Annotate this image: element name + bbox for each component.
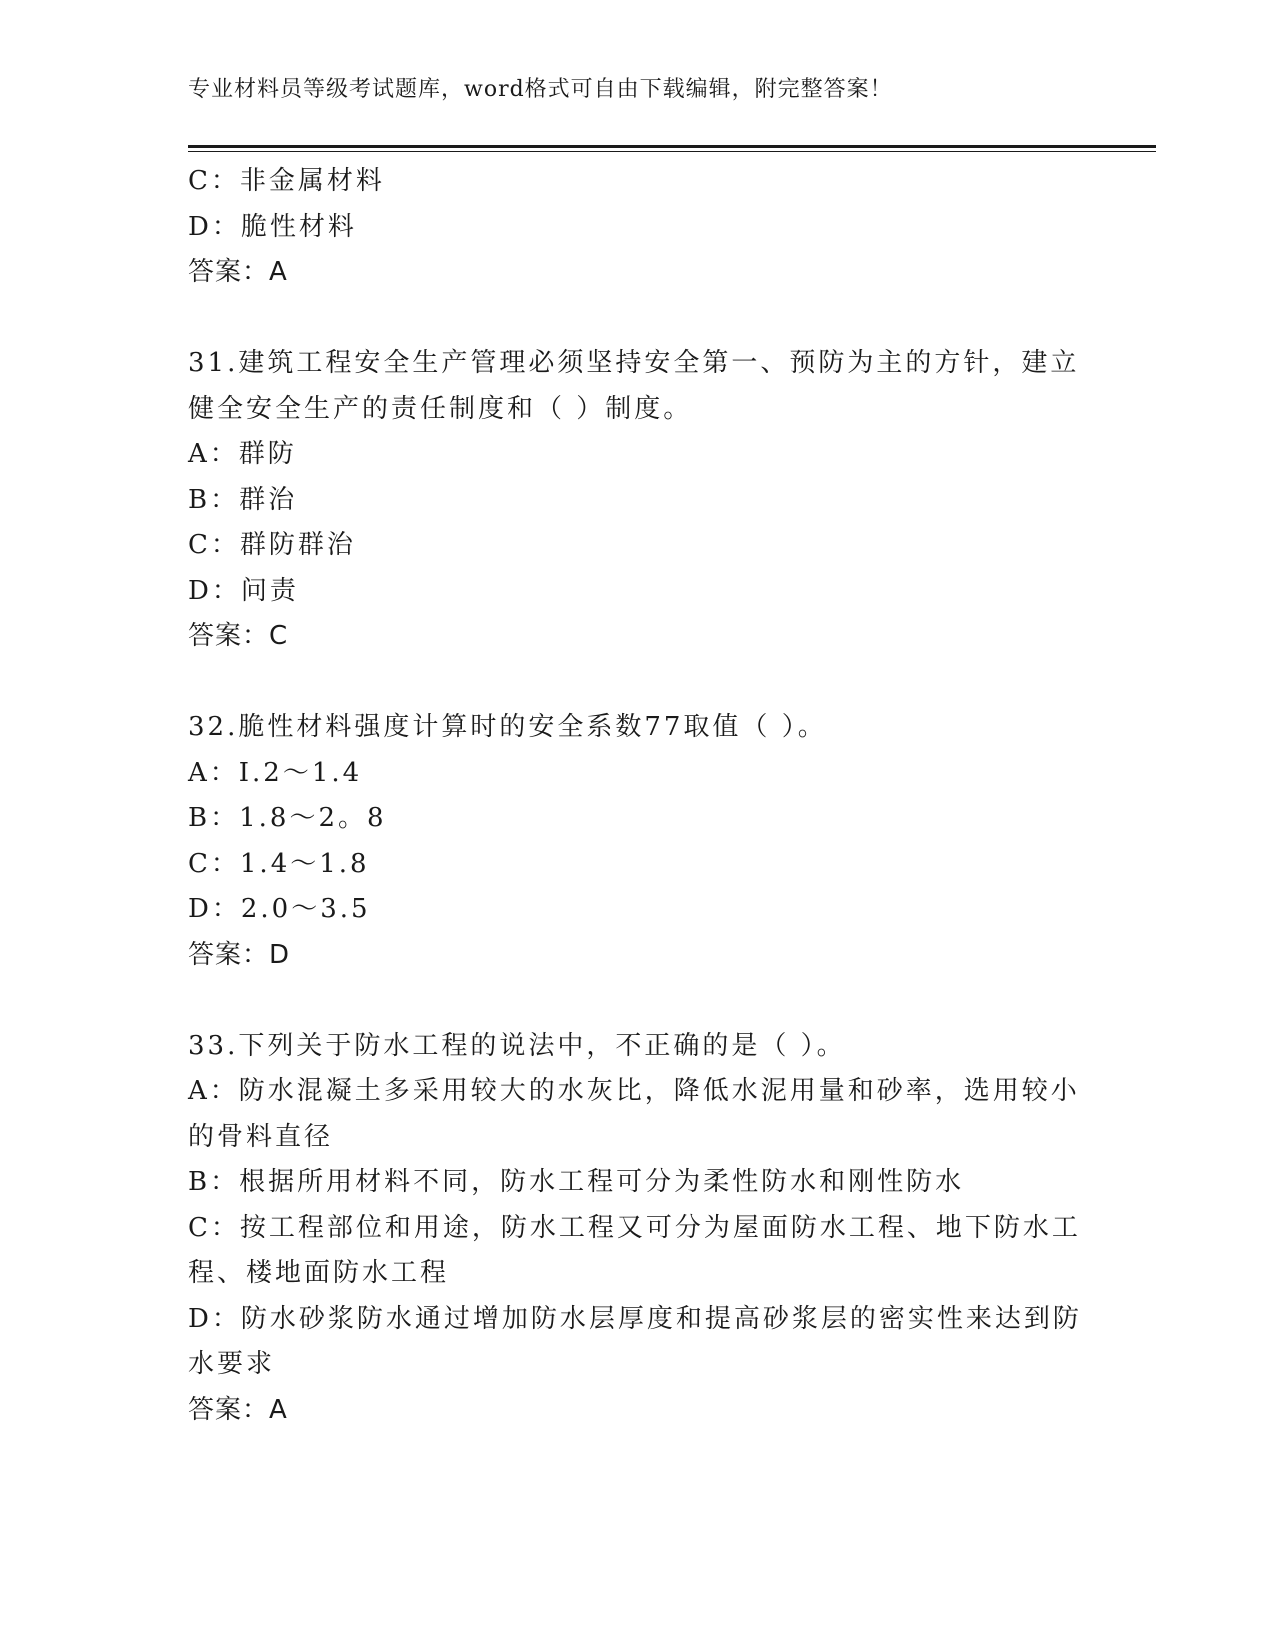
option-line: D：问责	[188, 575, 299, 606]
question-block	[188, 705, 1088, 978]
header-rule-thin	[188, 151, 1156, 152]
question-stem: 健全安全生产的责任制度和（ ）制度。	[188, 393, 693, 424]
page-header: 专业材料员等级考试题库，word格式可自由下载编辑，附完整答案！	[188, 77, 893, 102]
question-block	[188, 159, 1088, 296]
option-line: A：防水混凝土多采用较大的水灰比，降低水泥用量和砂率，选用较小	[188, 1076, 1080, 1106]
header-rule-thick	[188, 145, 1156, 148]
option-line: A：群防	[188, 439, 297, 469]
document-body	[188, 159, 1088, 1433]
option-line: D：防水砂浆防水通过增加防水层厚度和提高砂浆层的密实性来达到防	[188, 1303, 1082, 1334]
option-line: C：群防群治	[188, 530, 356, 560]
option-line: B：1.8～2。8	[188, 803, 387, 833]
option-line: C：非金属材料	[188, 166, 385, 196]
option-line: 水要求	[188, 1349, 276, 1379]
option-line: C：按工程部位和用途，防水工程又可分为屋面防水工程、地下防水工	[188, 1212, 1081, 1243]
answer-line: 答案：A	[188, 1394, 288, 1425]
option-line: C：1.4～1.8	[188, 848, 370, 879]
question-block	[188, 1024, 1088, 1434]
option-line: B：根据所用材料不同，防水工程可分为柔性防水和刚性防水	[188, 1167, 965, 1197]
answer-line: 答案：D	[188, 939, 291, 970]
answer-line: 答案：C	[188, 621, 289, 651]
option-line: D：脆性材料	[188, 211, 357, 242]
option-line: 的骨料直径	[188, 1121, 334, 1152]
option-line: 程、楼地面防水工程	[188, 1258, 450, 1288]
question-stem: 33.下列关于防水工程的说法中，不正确的是（ ）。	[188, 1030, 846, 1061]
question-block	[188, 341, 1088, 660]
option-line: B：群治	[188, 484, 298, 515]
question-stem: 32.脆性材料强度计算时的安全系数77取值（ ）。	[188, 712, 827, 742]
option-line: A：I.2～1.4	[188, 757, 363, 788]
answer-line: 答案：A	[188, 257, 288, 287]
option-line: D：2.0～3.5	[188, 894, 371, 924]
question-stem: 31.建筑工程安全生产管理必须坚持安全第一、预防为主的方针，建立	[188, 348, 1080, 378]
